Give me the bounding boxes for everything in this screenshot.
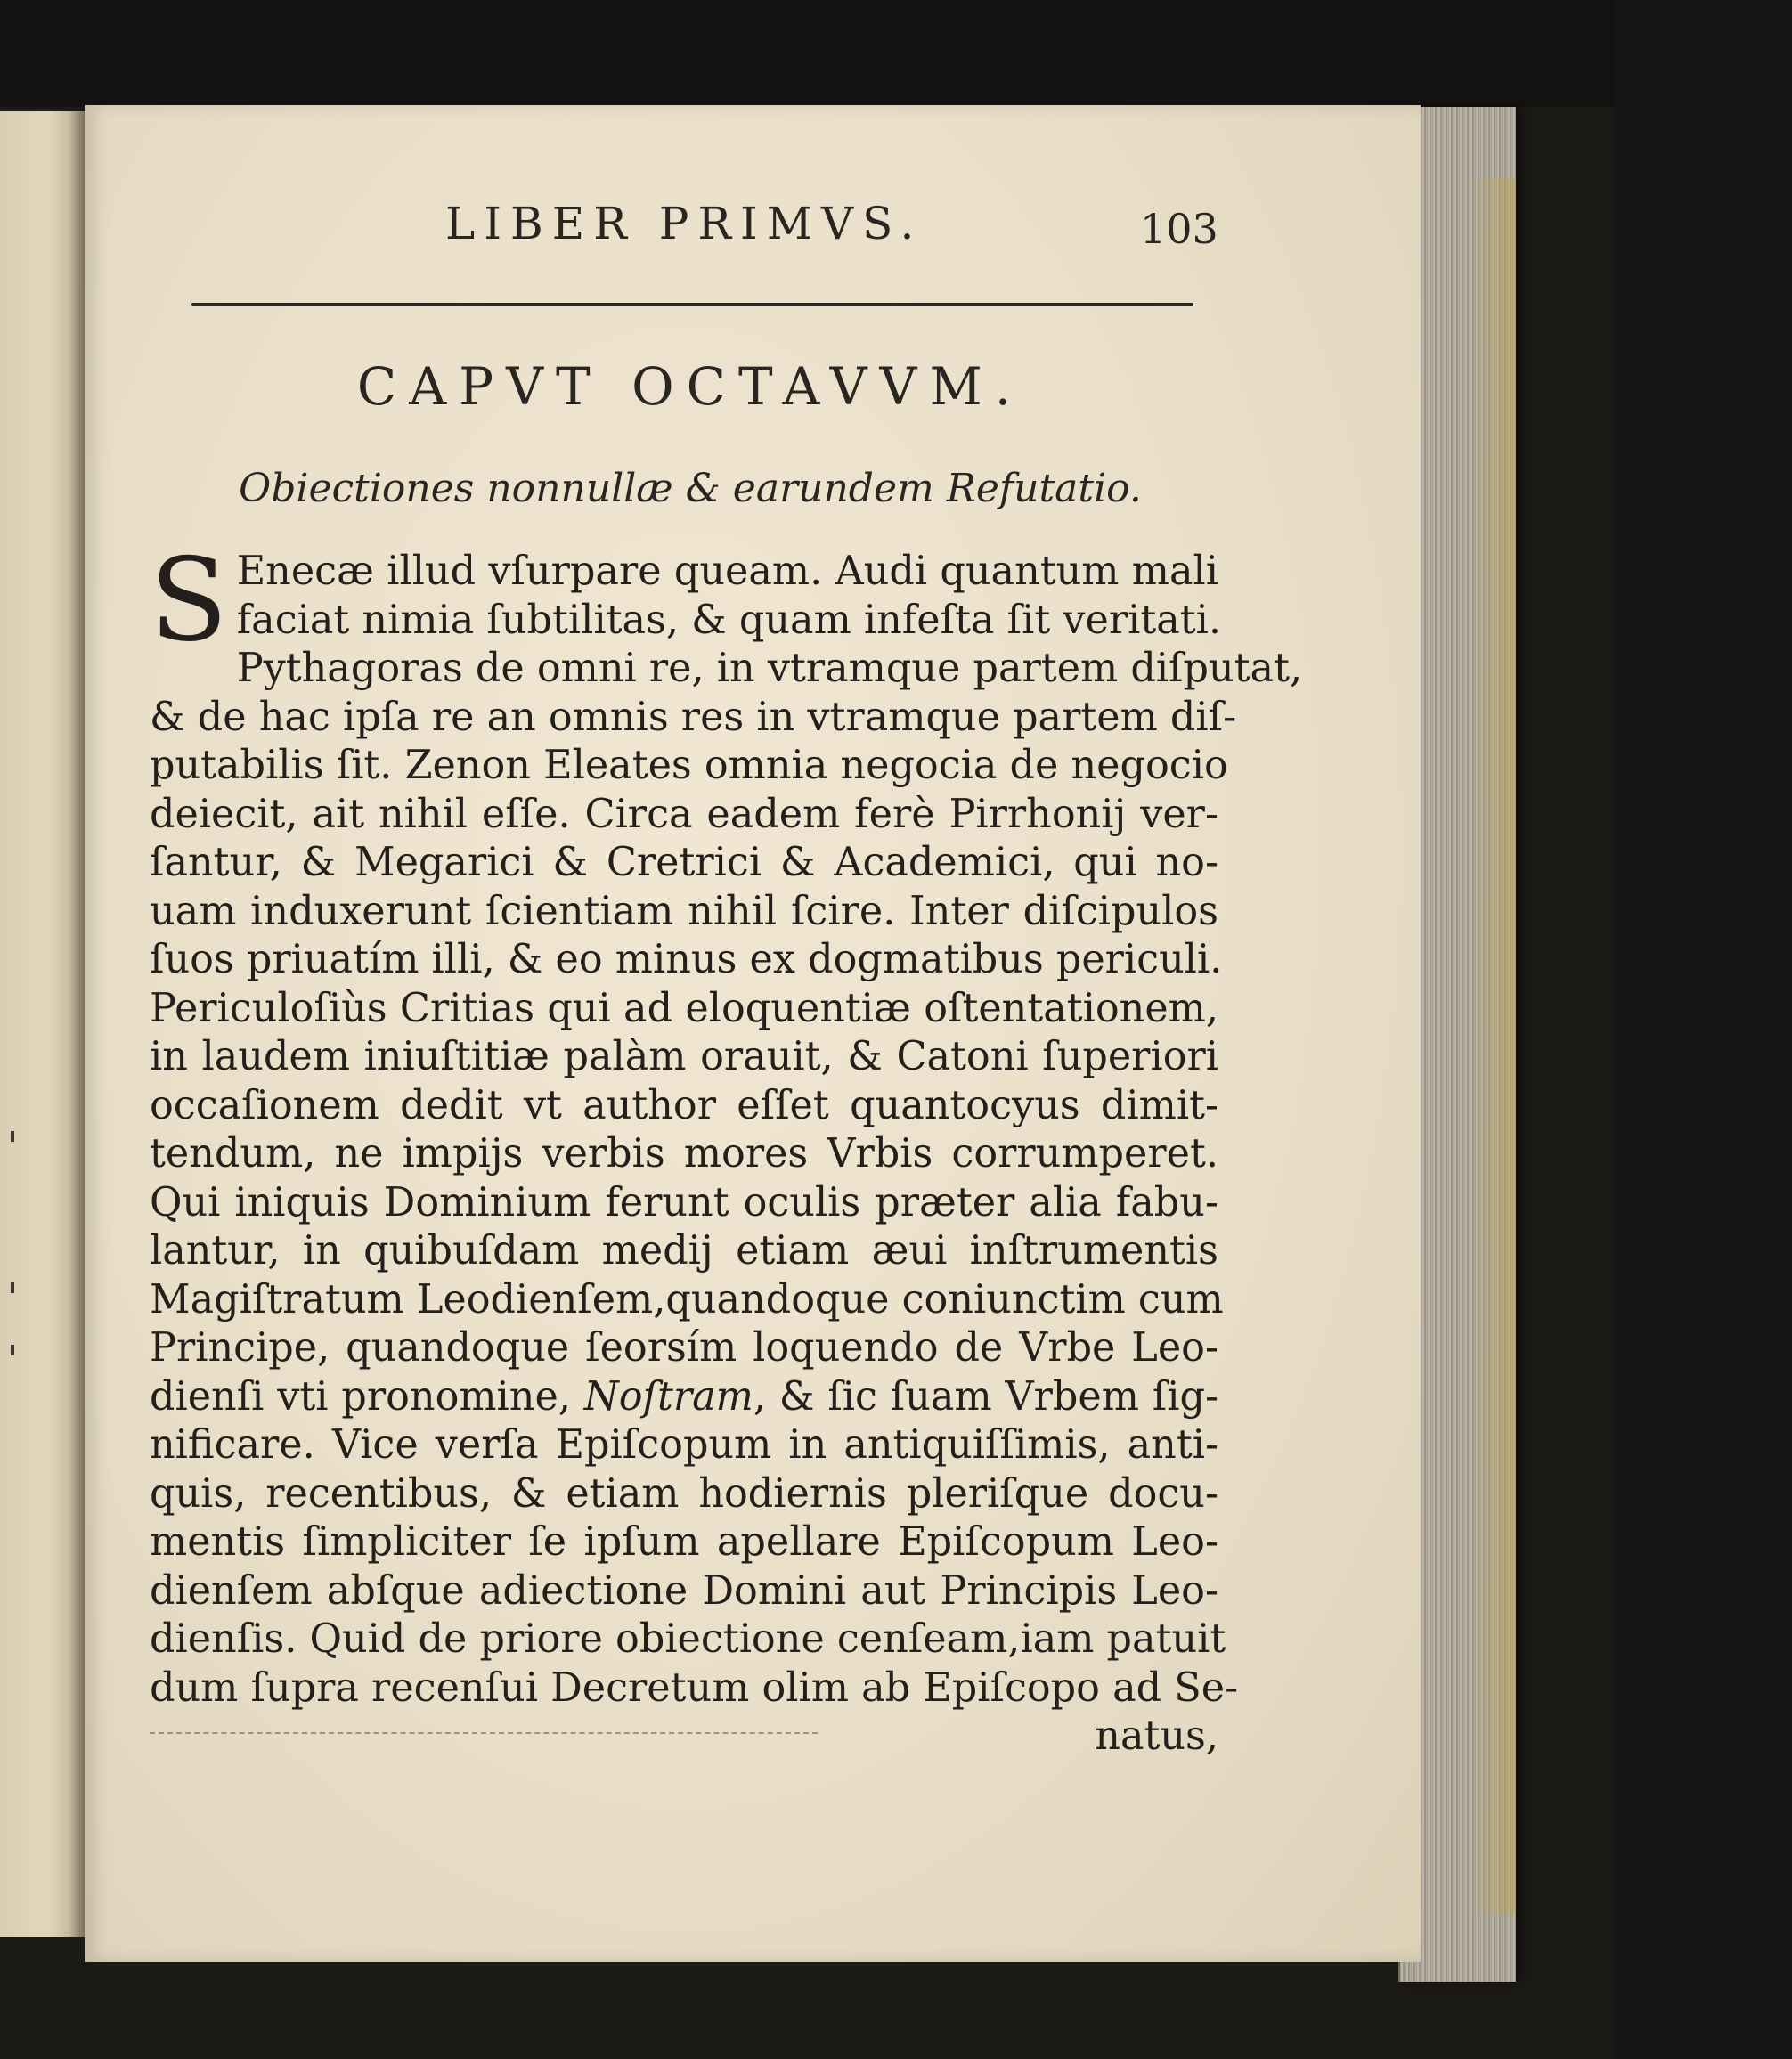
text-segment: dienſi vti pronomine, bbox=[150, 1373, 584, 1420]
ink-mark bbox=[11, 1282, 14, 1293]
text-line: faciat nimia ſubtilitas, & quam infeſta ſit veritati. bbox=[236, 597, 1222, 643]
text-segment: , & ſic ſuam Vrbem ſig- bbox=[753, 1373, 1218, 1420]
pencil-underline bbox=[150, 1732, 818, 1734]
text-line: lantur, in quibuſdam medij etiam æui inſtrumentis bbox=[150, 1228, 1218, 1274]
text-line: nificare. Vice verſa Epiſcopum in antiquiſſimis, anti- bbox=[150, 1422, 1218, 1468]
drop-cap: S bbox=[150, 534, 228, 667]
text-line: in laudem iniuſtitiæ palàm orauit, & Catoni ſuperiori bbox=[150, 1034, 1218, 1079]
page-number: 103 bbox=[1140, 205, 1218, 253]
text-line: Principe, quandoque ſeorsím loquendo de Vrbe Leo- bbox=[150, 1325, 1218, 1371]
text-line: ſantur, & Megarici & Cretrici & Academici, qui no- bbox=[150, 840, 1218, 885]
text-line: dum ſupra recenſui Decretum olim ab Epiſcopo ad Se- bbox=[150, 1664, 1239, 1711]
text-line: & de hac ipſa re an omnis res in vtramque partem diſ- bbox=[150, 694, 1237, 740]
italic-word: Noſtram bbox=[583, 1373, 753, 1420]
text-line: mentis ſimpliciter ſe ipſum apellare Epiſcopum Leo- bbox=[150, 1519, 1218, 1565]
text-line: dienſem abſque adiectione Domini aut Principis Leo- bbox=[150, 1567, 1218, 1614]
left-page-edge bbox=[0, 111, 85, 1937]
fore-edge-yellowing bbox=[1467, 178, 1516, 1915]
text-line: tendum, ne impijs verbis mores Vrbis corrumperet. bbox=[150, 1131, 1218, 1176]
text-line: Enecæ illud vſurpare queam. Audi quantum mali bbox=[236, 549, 1218, 594]
text-line: Qui iniquis Dominium ferunt oculis præter alia fabu- bbox=[150, 1179, 1218, 1225]
ink-mark bbox=[11, 1345, 14, 1355]
text-line: Magiſtratum Leodienſem,quandoque coniunctim cum bbox=[150, 1276, 1224, 1322]
text-line: Periculoſiùs Critias qui ad eloquentiæ oſtentationem, bbox=[150, 985, 1218, 1031]
text-line: ſuos priuatím illi, & eo minus ex dogmatibus periculi. bbox=[150, 937, 1223, 982]
text-line: occaſionem dedit vt author eſſet quantocyus dimit- bbox=[150, 1082, 1218, 1128]
chapter-title: CAPVT OCTAVVM. bbox=[356, 356, 1024, 417]
text-line: dienſis. Quid de priore obiectione cenſeam,iam patuit bbox=[150, 1616, 1226, 1662]
dark-backdrop-top bbox=[0, 0, 1792, 107]
text-line: putabilis ſit. Zenon Eleates omnia negocia de negocio bbox=[150, 743, 1228, 788]
ink-mark bbox=[11, 1131, 14, 1142]
text-line: deiecit, ait nihil eſſe. Circa eadem ferè Pirrhonij ver- bbox=[150, 791, 1218, 837]
chapter-subtitle: Obiectiones nonnullæ & earundem Refutatio. bbox=[239, 466, 1142, 511]
header-rule bbox=[191, 303, 1193, 306]
body-text bbox=[150, 534, 1303, 1762]
text-line: Pythagoras de omni re, in vtramque partem diſputat, bbox=[236, 646, 1303, 691]
running-head: LIBER PRIMVS. bbox=[445, 198, 924, 249]
dark-backdrop-right bbox=[1614, 0, 1792, 2059]
text-line: quis, recentibus, & etiam hodiernis pleriſque docu- bbox=[150, 1470, 1218, 1517]
text-line: uam induxerunt ſcientiam nihil ſcire. Inter diſcipulos bbox=[150, 888, 1218, 934]
catchword: natus, bbox=[1095, 1713, 1218, 1759]
gutter-shadow bbox=[69, 111, 85, 1937]
text-line bbox=[150, 1373, 1218, 1422]
